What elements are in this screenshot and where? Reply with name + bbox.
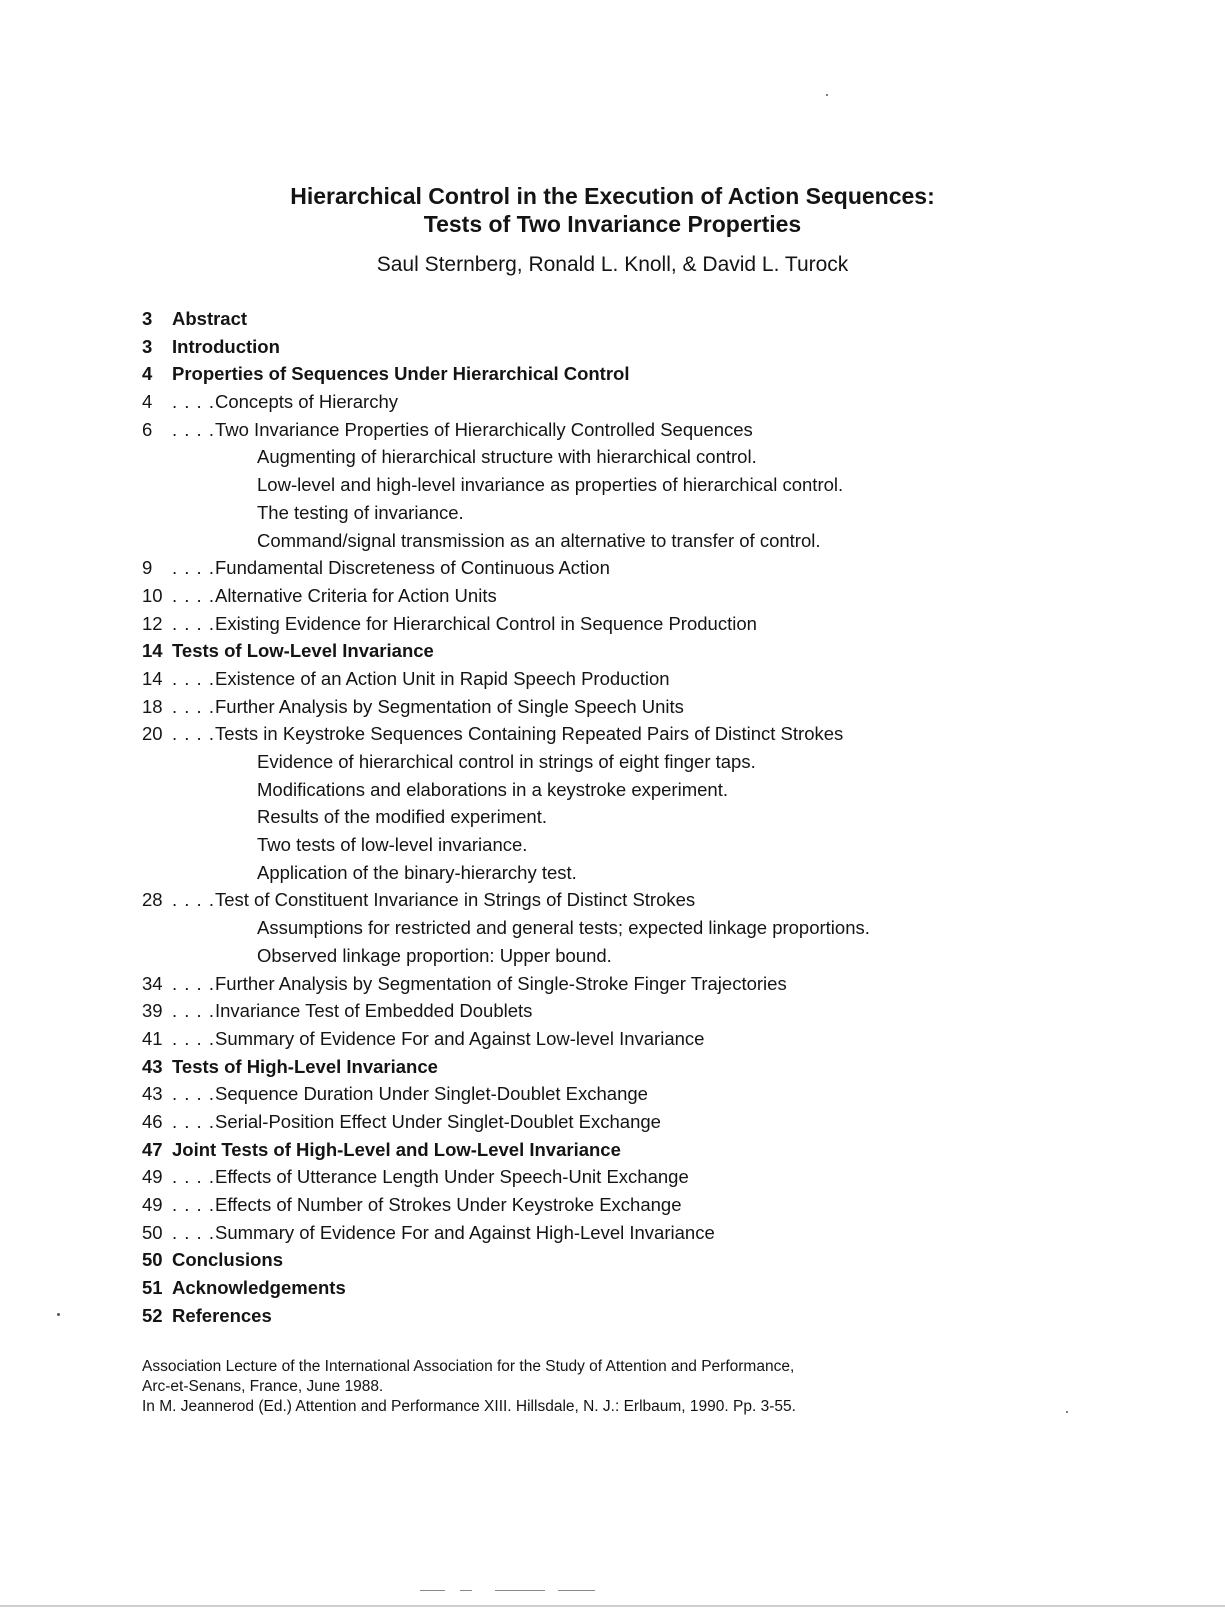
toc-entry-title: Existence of an Action Unit in Rapid Speech Production: [214, 667, 670, 689]
toc-entry-sub: [142, 554, 1142, 582]
toc-entry-title: Observed linkage proportion: Upper bound.: [257, 944, 612, 966]
toc-entry-sub: [142, 720, 1142, 748]
toc-entry-title: References: [172, 1304, 272, 1326]
toc-entry-title: Alternative Criteria for Action Units: [214, 584, 497, 606]
toc-leader-dots: . . . .: [172, 1194, 215, 1215]
toc-entry-title: Summary of Evidence For and Against Low-level Invariance: [214, 1027, 705, 1049]
toc-entry-sub: [142, 416, 1142, 444]
toc-page-number: 14: [142, 667, 163, 689]
toc-entry-title: Summary of Evidence For and Against High-Level Invariance: [214, 1221, 715, 1243]
toc-entry-title: Assumptions for restricted and general tests; expected linkage proportions.: [257, 917, 870, 939]
toc-entry-title: Existing Evidence for Hierarchical Control in Sequence Production: [214, 612, 757, 634]
toc-page-number: 6: [142, 418, 153, 440]
toc-entry-sub: [142, 388, 1142, 416]
toc-page-number: 41: [142, 1027, 163, 1049]
toc-entry-sub: [142, 693, 1142, 721]
toc-leader-dots: . . . .: [172, 1083, 215, 1105]
toc-entry-title: Abstract: [172, 308, 248, 329]
toc-entry-detail: [142, 471, 1142, 499]
toc-leader-dots: . . . .: [172, 584, 215, 606]
toc-page-number: 49: [142, 1194, 163, 1215]
toc-page-number: 46: [142, 1110, 163, 1132]
toc-entry-title: Tests of High-Level Invariance: [172, 1055, 438, 1077]
scan-mark: [460, 1590, 472, 1591]
toc-entry-title: Concepts of Hierarchy: [214, 391, 399, 413]
toc-entry-sub: [142, 886, 1142, 914]
toc-entry-sub: [142, 1191, 1142, 1219]
citation-footer: [142, 1357, 1142, 1417]
toc-entry-detail: [142, 443, 1142, 471]
toc-page-number: 34: [142, 972, 163, 994]
toc-entry-sub: [142, 610, 1142, 638]
toc-entry-sub: [142, 665, 1142, 693]
footer-line-1: Association Lecture of the International Association for the Study of Attention and Performance,: [142, 1358, 795, 1375]
toc-page-number: 47: [142, 1138, 163, 1160]
toc-leader-dots: . . . .: [172, 1166, 215, 1188]
table-of-contents: [142, 305, 1142, 1329]
toc-page-number: 50: [142, 1221, 163, 1243]
scan-mark: [420, 1590, 445, 1591]
toc-entry-detail: [142, 527, 1142, 555]
toc-entry-title: Tests in Keystroke Sequences Containing Repeated Pairs of Distinct Strokes: [214, 723, 844, 745]
scan-mark: [558, 1590, 595, 1591]
toc-entry-detail: [142, 942, 1142, 970]
scan-speck: [826, 94, 828, 96]
footer-line-3: In M. Jeannerod (Ed.) Attention and Performance XIII. Hillsdale, N. J.: Erlbaum, 1990. Pp. 3-55.: [142, 1398, 796, 1415]
toc-entry-detail: [142, 499, 1142, 527]
toc-entry-title: Joint Tests of High-Level and Low-Level Invariance: [172, 1138, 621, 1160]
toc-leader-dots: . . . .: [172, 1110, 215, 1132]
document-title-line-1: Hierarchical Control in the Execution of Action Sequences:: [290, 183, 935, 209]
toc-entry-title: Low-level and high-level invariance as properties of hierarchical control.: [257, 474, 844, 496]
toc-entry-detail: [142, 748, 1142, 776]
toc-page-number: 50: [142, 1249, 163, 1271]
toc-entry-main: [142, 333, 1142, 361]
toc-entry-main: [142, 1136, 1142, 1164]
toc-leader-dots: . . . .: [172, 1027, 215, 1049]
toc-leader-dots: . . . .: [172, 695, 215, 717]
toc-entry-title: The testing of invariance.: [257, 501, 464, 523]
toc-page-number: 4: [142, 363, 153, 385]
toc-leader-dots: . . . .: [172, 1221, 215, 1243]
document-authors: Saul Sternberg, Ronald L. Knoll, & David L. Turock: [376, 253, 849, 276]
toc-entry-title: Modifications and elaborations in a keystroke experiment.: [257, 778, 728, 800]
toc-entry-title: Results of the modified experiment.: [257, 806, 547, 828]
toc-leader-dots: . . . .: [172, 723, 215, 745]
toc-page-number: 10: [142, 584, 163, 606]
toc-entry-sub: [142, 1219, 1142, 1247]
toc-page-number: 20: [142, 723, 163, 745]
toc-entry-title: Effects of Number of Strokes Under Keystroke Exchange: [214, 1194, 682, 1215]
toc-entry-title: Application of the binary-hierarchy test.: [257, 861, 577, 883]
toc-page-number: 4: [142, 391, 153, 413]
toc-entry-title: Conclusions: [172, 1249, 284, 1271]
toc-entry-title: Invariance Test of Embedded Doublets: [214, 1000, 533, 1022]
toc-entry-detail: [142, 914, 1142, 942]
scan-speck: [1066, 1411, 1068, 1413]
toc-page-number: 9: [142, 557, 153, 579]
toc-entry-detail: [142, 803, 1142, 831]
document-title-line-2: Tests of Two Invariance Properties: [423, 211, 802, 237]
toc-entry-title: Sequence Duration Under Singlet-Doublet Exchange: [214, 1083, 648, 1105]
toc-entry-sub: [142, 1025, 1142, 1053]
toc-entry-main: [142, 1246, 1142, 1274]
toc-page-number: 39: [142, 1000, 163, 1022]
toc-entry-sub: [142, 1163, 1142, 1191]
toc-entry-main: [142, 637, 1142, 665]
toc-entry-title: Command/signal transmission as an alternative to transfer of control.: [257, 529, 821, 551]
toc-page-number: 3: [142, 335, 153, 357]
toc-leader-dots: . . . .: [172, 972, 215, 994]
toc-entry-title: Test of Constituent Invariance in Strings of Distinct Strokes: [214, 889, 696, 911]
toc-entry-main: [142, 305, 1142, 333]
toc-entry-title: Tests of Low-Level Invariance: [172, 640, 434, 662]
toc-leader-dots: . . . .: [172, 557, 215, 579]
scan-speck: [57, 1313, 60, 1316]
toc-entry-title: Fundamental Discreteness of Continuous Action: [214, 557, 610, 579]
toc-page-number: 3: [142, 308, 153, 329]
toc-leader-dots: . . . .: [172, 1000, 215, 1022]
toc-entry-title: Introduction: [172, 335, 280, 357]
toc-entry-detail: [142, 859, 1142, 887]
toc-entry-title: Two Invariance Properties of Hierarchically Controlled Sequences: [214, 418, 753, 440]
toc-entry-main: [142, 360, 1142, 388]
toc-leader-dots: . . . .: [172, 418, 215, 440]
toc-page-number: 12: [142, 612, 163, 634]
toc-entry-title: Effects of Utterance Length Under Speech-Unit Exchange: [214, 1166, 689, 1188]
toc-page-number: 28: [142, 889, 163, 911]
toc-page-number: 43: [142, 1055, 163, 1077]
toc-entry-sub: [142, 1080, 1142, 1108]
toc-entry-detail: [142, 831, 1142, 859]
toc-entry-title: Serial-Position Effect Under Singlet-Doublet Exchange: [214, 1110, 661, 1132]
toc-page-number: 18: [142, 695, 163, 717]
page-bottom-edge: [0, 1605, 1225, 1607]
toc-entry-sub: [142, 582, 1142, 610]
toc-leader-dots: . . . .: [172, 889, 215, 911]
toc-entry-detail: [142, 776, 1142, 804]
toc-leader-dots: . . . .: [172, 391, 215, 413]
toc-entry-title: Further Analysis by Segmentation of Single Speech Units: [214, 695, 684, 717]
toc-page-number: 52: [142, 1304, 163, 1326]
toc-page-number: 43: [142, 1083, 163, 1105]
toc-entry-title: Augmenting of hierarchical structure with hierarchical control.: [257, 446, 757, 468]
toc-entry-main: [142, 1274, 1142, 1302]
toc-entry-sub: [142, 970, 1142, 998]
toc-entry-sub: [142, 1108, 1142, 1136]
toc-page-number: 49: [142, 1166, 163, 1188]
toc-entry-title: Evidence of hierarchical control in strings of eight finger taps.: [257, 751, 756, 772]
toc-entry-sub: [142, 997, 1142, 1025]
toc-page-number: 51: [142, 1277, 163, 1299]
toc-page-number: 14: [142, 640, 163, 662]
footer-line-2: Arc-et-Senans, France, June 1988.: [142, 1378, 384, 1395]
toc-entry-title: Two tests of low-level invariance.: [257, 834, 528, 856]
toc-entry-title: Further Analysis by Segmentation of Single-Stroke Finger Trajectories: [214, 972, 787, 994]
scan-mark: [495, 1590, 545, 1591]
toc-leader-dots: . . . .: [172, 612, 215, 634]
toc-entry-title: Properties of Sequences Under Hierarchical Control: [172, 363, 630, 385]
toc-entry-main: [142, 1053, 1142, 1081]
toc-leader-dots: . . . .: [172, 667, 215, 689]
toc-entry-main: [142, 1302, 1142, 1330]
toc-entry-title: Acknowledgements: [172, 1277, 346, 1299]
